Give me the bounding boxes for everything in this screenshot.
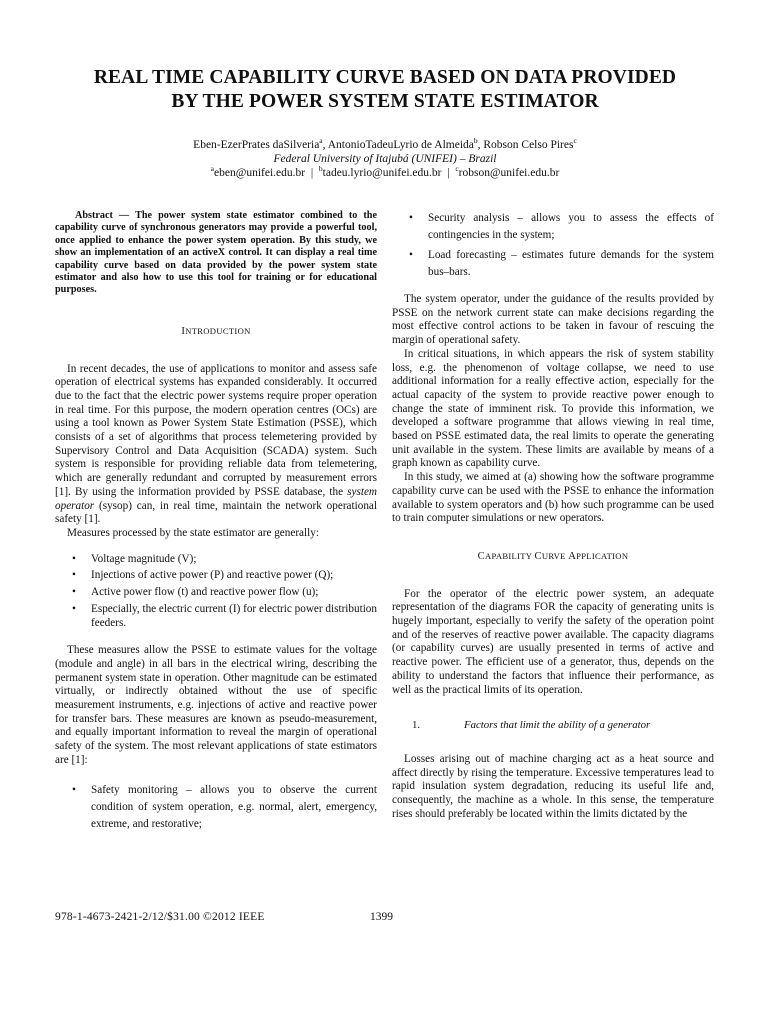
email-separator: | bbox=[441, 167, 456, 179]
measures-list bbox=[55, 553, 377, 631]
heading-initial: A bbox=[568, 550, 577, 562]
body-paragraph-8: Losses arising out of machine charging act as a heat source and affect directly by rising the temperature. Excessive temperatures lead to rapid insulation system degradation, reducing its useful life and, consequently, the machine as a whole. In this sense, the temperature rises should preferably be located within the limits dictated by the bbox=[392, 752, 714, 820]
list-item-text: Injections of active power (P) and reactive power (Q); bbox=[91, 569, 334, 582]
list-item-text: Load forecasting – estimates future demands for the system bus–bars. bbox=[428, 249, 714, 278]
subsection-number: 1. bbox=[412, 719, 421, 732]
author-1: Eben-EzerPrates daSilveria bbox=[193, 139, 320, 151]
bullet-icon: • bbox=[72, 602, 76, 615]
bullet-icon: • bbox=[72, 586, 76, 599]
email-3-sup: c bbox=[455, 164, 459, 174]
email-2[interactable]: tadeu.lyrio@unifei.edu.br bbox=[322, 167, 442, 179]
list-item bbox=[55, 569, 377, 583]
author-2: , AntonioTadeuLyrio de Almeida bbox=[322, 139, 474, 151]
applications-list bbox=[55, 782, 377, 833]
email-2-sup: b bbox=[318, 164, 323, 174]
body-paragraph-7: For the operator of the electric power system, an adequate representation of the diagrams FOR the capacity of generating units is hugely important, especially to verify the safety of the operation point and of the reserves of reactive power available. The capacity diagrams (or capability curves) are usually presented in terms of active and reactive power. The efficient use of a generator, thus, depends on the ability to understand the factors that influence their performance, as well as the practical limits of its operation. bbox=[392, 587, 714, 696]
email-1-sup: a bbox=[210, 164, 215, 174]
intro-p1-text-b: (sysop) can, in real time, maintain the network operational safety [1]. bbox=[55, 499, 377, 526]
title-line-1: REAL TIME CAPABILITY CURVE BASED ON DATA PROVIDED bbox=[93, 67, 677, 88]
list-item bbox=[392, 247, 714, 281]
list-item-text: Active power flow (t) and reactive power flow (u); bbox=[91, 586, 319, 599]
list-item bbox=[55, 553, 377, 567]
heading-rest: APABILITY bbox=[485, 550, 535, 561]
section-heading-capability-curve bbox=[392, 550, 714, 564]
heading-initial: C bbox=[477, 550, 486, 562]
heading-rest: NTRODUCTION bbox=[185, 325, 251, 336]
abstract: Abstract — The power system state estimator combined to the capability curve of synchronous generators may provide a powerful tool, once applied to enhance the power system operation. By this study, we show an implementation of an activeX control. It can display a real time capability curve based on data provided by the power system state estimator and also how to use this tool for training or for educational purposes. bbox=[55, 210, 377, 296]
list-item bbox=[55, 782, 377, 833]
list-item bbox=[55, 603, 377, 630]
page-number: 1399 bbox=[370, 911, 393, 923]
author-1-sup: a bbox=[319, 136, 323, 146]
list-item-text: Voltage magnitude (V); bbox=[91, 552, 197, 565]
intro-p1-emphasis: system operator bbox=[55, 485, 377, 512]
heading-initial: C bbox=[534, 550, 542, 562]
author-3-sup: c bbox=[573, 136, 577, 146]
heading-rest: URVE bbox=[541, 550, 569, 561]
bullet-icon: • bbox=[72, 569, 76, 582]
body-paragraph-4: The system operator, under the guidance of the results provided by PSSE on the network current state can make decisions regarding the most effective control actions to be taken in favour of rescuing the margin of operational safety. bbox=[392, 293, 714, 347]
section-heading-introduction bbox=[55, 325, 377, 339]
bullet-icon: • bbox=[72, 783, 76, 796]
intro-p1-text-a: In recent decades, the use of applications to monitor and assess safe operation of electrical systems has expanded considerably. It occurred due to the fact that the electric power systems require proper operation in real time. For this purpose, the modern operation centres (OCs) are using a tool known as Power System State Estimation (PSSE), which consists of a set of algorithms that process telemetering provided by Supervisory Control and Data Acquisition (SCADA) system. Such system is responsible for providing reliable data from telemetering, which are generally redundant and corrupted by measurement errors [1]. By using the information provided by PSSE database, the bbox=[55, 362, 377, 498]
bullet-icon: • bbox=[409, 249, 413, 261]
subsection-heading bbox=[392, 719, 714, 733]
affiliation: Federal University of Itajubá (UNIFEI) – Brazil bbox=[273, 153, 497, 165]
list-item-text: Safety monitoring – allows you to observe the current condition of system operation, e.g. normal, alert, emergency, extreme, and restorative; bbox=[91, 783, 377, 830]
author-block bbox=[40, 138, 730, 180]
body-paragraph-5: In critical situations, in which appears the risk of system stability loss, e.g. the phenomenon of voltage collapse, we need to use additional information for a really effective action, especially for the actual capacity of the system to provide reactive power enough to change the state of imminent risk. To provide this information, we developed a software programme that allows viewing in real time, based on PSSE estimated data, the real limits to operate the generating unit available in the system. These limits are available by means of a graph known as capability curve. bbox=[392, 347, 714, 470]
author-2-sup: b bbox=[473, 136, 478, 146]
applications-list-continued bbox=[392, 210, 714, 281]
list-item bbox=[392, 210, 714, 244]
paper-title bbox=[40, 66, 730, 114]
intro-paragraph-2: Measures processed by the state estimator are generally: bbox=[67, 526, 319, 539]
email-3[interactable]: robson@unifei.edu.br bbox=[458, 167, 560, 179]
author-emails bbox=[40, 166, 730, 180]
email-separator: | bbox=[305, 167, 319, 179]
bullet-icon: • bbox=[409, 212, 413, 224]
list-item bbox=[55, 586, 377, 600]
subsection-title: Factors that limit the ability of a generator bbox=[464, 719, 651, 732]
title-line-2: BY THE POWER SYSTEM STATE ESTIMATOR bbox=[171, 91, 599, 112]
list-item-text: Security analysis – allows you to assess the effects of contingencies in the system; bbox=[428, 212, 714, 241]
email-1[interactable]: eben@unifei.edu.br bbox=[214, 167, 306, 179]
list-item-text: Especially, the electric current (I) for electric power distribution feeders. bbox=[91, 602, 377, 629]
author-names bbox=[40, 138, 730, 152]
footer-isbn: 978-1-4673-2421-2/12/$31.00 ©2012 IEEE bbox=[55, 911, 265, 923]
intro-paragraph-1 bbox=[55, 363, 377, 527]
bullet-icon: • bbox=[72, 552, 76, 565]
author-3: , Robson Celso Pires bbox=[477, 139, 574, 151]
left-column bbox=[55, 210, 377, 836]
heading-rest: PPLICATION bbox=[576, 550, 629, 561]
heading-initial: I bbox=[181, 325, 186, 337]
body-paragraph-6: In this study, we aimed at (a) showing how the software programme capability curve can be used with the PSSE to enhance the information available to system operators and (b) how such programme can be used to train computer simulations or new operators. bbox=[392, 471, 714, 525]
right-column bbox=[392, 210, 714, 822]
intro-paragraph-3: These measures allow the PSSE to estimate values for the voltage (module and angle) in all bars in the electrical wiring, describing the permanent system state in operation. Other magnitude can be estimated virtually, or indirectly obtained without the use of specific measurement instruments, e.g. injections of active and reactive power for transfer bars. These measures are known as pseudo-measurement, and equally important information to reveal the margin of operational safety of the system. The most relevant applications of state estimators are [1]: bbox=[55, 644, 377, 766]
